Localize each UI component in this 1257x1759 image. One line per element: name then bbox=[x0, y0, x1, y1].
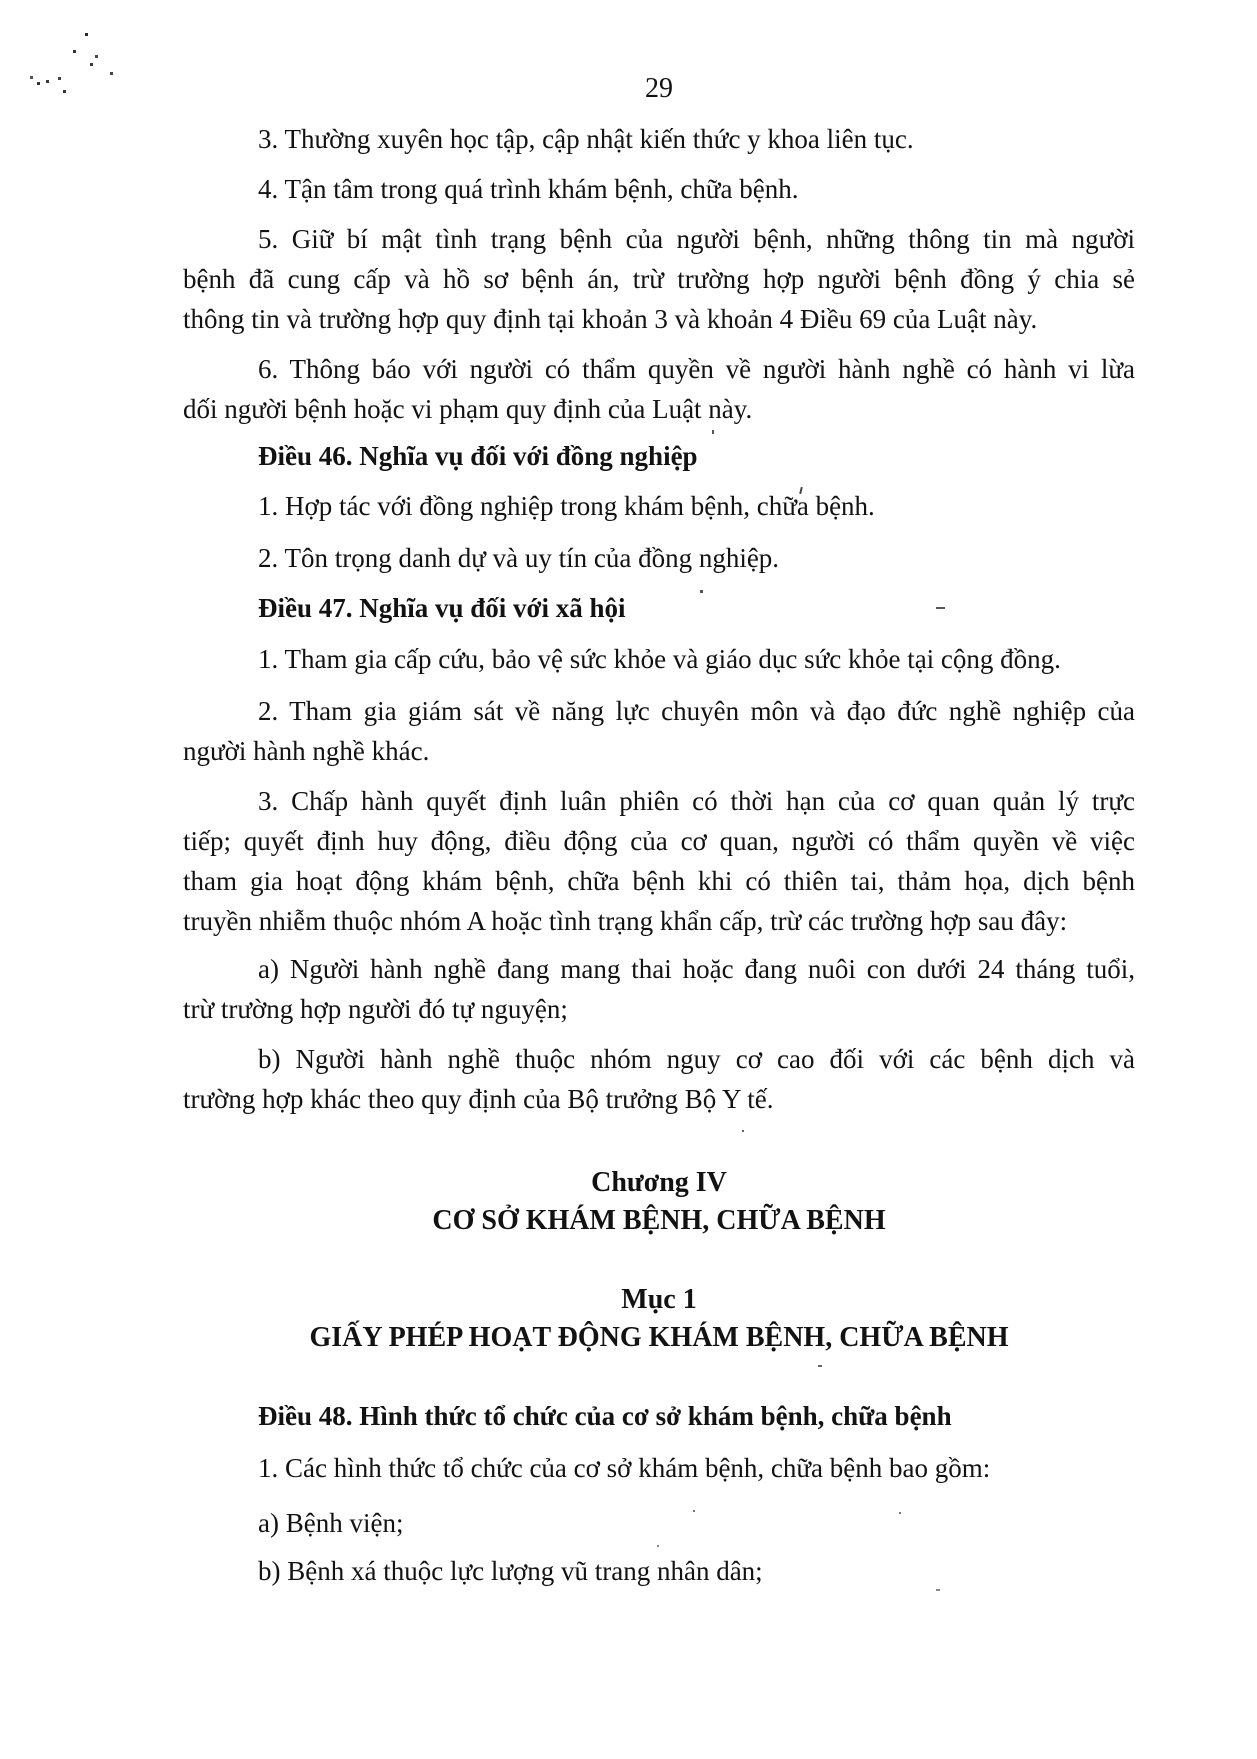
text-line: a) Bệnh viện; bbox=[258, 1508, 404, 1538]
text-line: tham gia hoạt động khám bệnh, chữa bệnh khi có thiên tai, thảm họa, dịch bệnh bbox=[183, 866, 1135, 896]
text-line: b) Người hành nghề thuộc nhóm nguy cơ cao đối với các bệnh dịch và bbox=[258, 1044, 1135, 1074]
article-47-clause-1 bbox=[183, 639, 1135, 679]
text-line: 2. Tôn trọng danh dự và uy tín của đồng nghiệp. bbox=[258, 543, 780, 573]
article-47-heading bbox=[183, 588, 1135, 628]
article-48-point-b bbox=[183, 1551, 1135, 1591]
scan-speckles bbox=[85, 33, 88, 36]
article-47-point-a bbox=[183, 949, 1135, 1029]
paragraph-duty-5 bbox=[183, 219, 1135, 339]
text-line: dối người bệnh hoặc vi phạm quy định của Luật này. bbox=[183, 394, 753, 424]
article-47-clause-3 bbox=[183, 781, 1135, 941]
text-line: 5. Giữ bí mật tình trạng bệnh của người bệnh, những thông tin mà người bbox=[258, 224, 1135, 254]
text-line: 3. Chấp hành quyết định luân phiên có thời hạn của cơ quan quản lý trực bbox=[258, 786, 1135, 816]
text-line: 1. Hợp tác với đồng nghiệp trong khám bệnh, chữa bệnh. bbox=[258, 491, 875, 521]
text-line: thông tin và trường hợp quy định tại khoản 3 và khoản 4 Điều 69 của Luật này. bbox=[183, 304, 1038, 334]
article-46-heading bbox=[183, 436, 1135, 476]
text-line: 3. Thường xuyên học tập, cập nhật kiến thức y khoa liên tục. bbox=[258, 124, 914, 154]
article-47-point-b bbox=[183, 1039, 1135, 1119]
chapter-label: Chương IV bbox=[591, 1167, 727, 1198]
page-number: 29 bbox=[645, 73, 673, 104]
text-line: a) Người hành nghề đang mang thai hoặc đang nuôi con dưới 24 tháng tuổi, bbox=[258, 954, 1135, 984]
article-48-heading bbox=[183, 1396, 1135, 1436]
text-line: truyền nhiễm thuộc nhóm A hoặc tình trạng khẩn cấp, trừ các trường hợp sau đây: bbox=[183, 906, 1068, 936]
article-46-clause-2 bbox=[183, 538, 1135, 578]
chapter-title: CƠ SỞ KHÁM BỆNH, CHỮA BỆNH bbox=[432, 1205, 886, 1236]
section-label: Mục 1 bbox=[621, 1284, 697, 1315]
text-line: Điều 47. Nghĩa vụ đối với xã hội bbox=[258, 593, 626, 623]
article-46-clause-1 bbox=[183, 486, 1135, 526]
text-line: b) Bệnh xá thuộc lực lượng vũ trang nhân dân; bbox=[258, 1556, 763, 1586]
text-line: 6. Thông báo với người có thẩm quyền về người hành nghề có hành vi lừa bbox=[258, 354, 1135, 384]
paragraph-duty-4 bbox=[183, 169, 1135, 209]
text-line: trường hợp khác theo quy định của Bộ trưởng Bộ Y tế. bbox=[183, 1084, 774, 1114]
section-title: GIẤY PHÉP HOẠT ĐỘNG KHÁM BỆNH, CHỮA BỆNH bbox=[309, 1322, 1009, 1353]
text-line: Điều 46. Nghĩa vụ đối với đồng nghiệp bbox=[258, 441, 698, 471]
article-48-point-a bbox=[183, 1503, 1135, 1543]
text-line: trừ trường hợp người đó tự nguyện; bbox=[183, 994, 568, 1024]
text-line: tiếp; quyết định huy động, điều động của cơ quan, người có thẩm quyền về việc bbox=[183, 826, 1135, 856]
paragraph-duty-3 bbox=[183, 119, 1135, 159]
section-heading bbox=[183, 1281, 1135, 1357]
text-line: 1. Tham gia cấp cứu, bảo vệ sức khỏe và giáo dục sức khỏe tại cộng đồng. bbox=[258, 644, 1061, 674]
text-line: 2. Tham gia giám sát về năng lực chuyên môn và đạo đức nghề nghiệp của bbox=[258, 696, 1135, 726]
text-line: 1. Các hình thức tổ chức của cơ sở khám bệnh, chữa bệnh bao gồm: bbox=[258, 1453, 991, 1483]
text-column bbox=[183, 0, 1135, 1591]
article-47-clause-2 bbox=[183, 691, 1135, 771]
text-line: người hành nghề khác. bbox=[183, 736, 430, 766]
text-line: 4. Tận tâm trong quá trình khám bệnh, chữa bệnh. bbox=[258, 174, 799, 204]
article-48-clause-1 bbox=[183, 1448, 1135, 1488]
text-line: bệnh đã cung cấp và hồ sơ bệnh án, trừ trường hợp người bệnh đồng ý chia sẻ bbox=[183, 264, 1135, 294]
text-line: Điều 48. Hình thức tổ chức của cơ sở khám bệnh, chữa bệnh bbox=[258, 1401, 952, 1431]
paragraph-duty-6 bbox=[183, 349, 1135, 429]
chapter-heading bbox=[183, 1164, 1135, 1240]
